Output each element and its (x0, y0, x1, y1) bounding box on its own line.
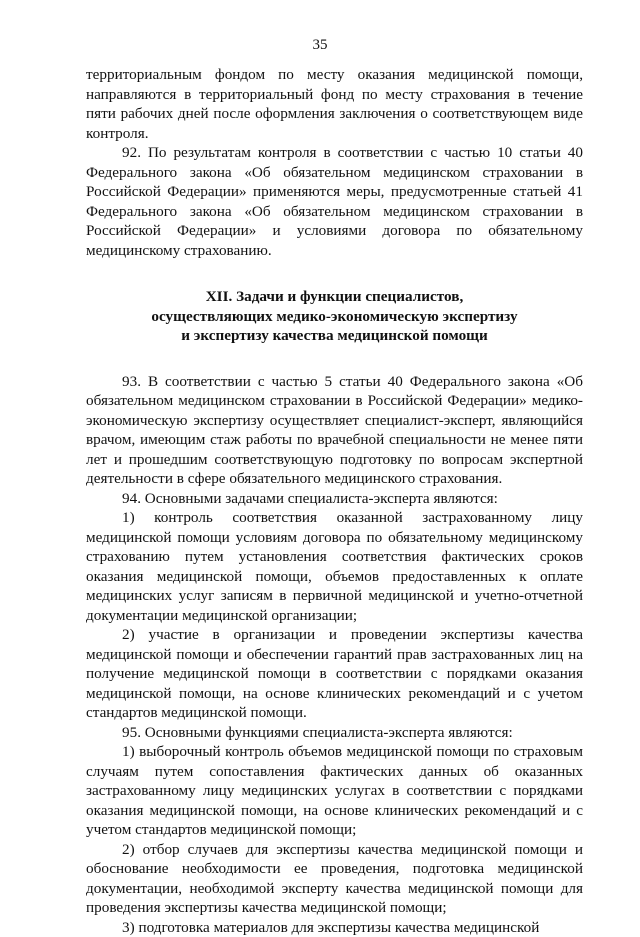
section-heading-line-3: и экспертизу качества медицинской помощи (86, 326, 583, 346)
paragraph-94-item-1: 1) контроль соответствия оказанной застрахованному лицу медицинской помощи условиям договора по обязательному медицинскому страхованию путем установления соответствия фактических сроков оказания медицинской помощи, объемов предоставленных к оплате медицинских услуг записям в первичной медицинской и учетно-отчетной документации медицинской организации; (86, 508, 583, 625)
section-heading-line-1: XII. Задачи и функции специалистов, (86, 287, 583, 307)
paragraph-95: 95. Основными функциями специалиста-эксперта являются: (86, 723, 583, 743)
page-number: 35 (0, 36, 640, 54)
paragraph-93: 93. В соответствии с частью 5 статьи 40 Федерального закона «Об обязательном медицинском страховании в Российской Федерации» медико-экономическую экспертизу осуществляет специалист-эксперт, являющийся врачом, имеющим стаж работы по врачебной специальности не менее пяти лет и прошедшим соответствующую подготовку по вопросам экспертной деятельности в сфере обязательного медицинского страхования. (86, 372, 583, 489)
paragraph-continuation: территориальным фондом по месту оказания медицинской помощи, направляются в территориальный фонд по месту страхования в течение пяти рабочих дней после оформления заключения о соответствующем виде контроля. (86, 65, 583, 143)
paragraph-94-item-2: 2) участие в организации и проведении экспертизы качества медицинской помощи и обеспечении гарантий прав застрахованных лиц на получение медицинской помощи в соответствии с порядками оказания медицинской помощи, на основе клинических рекомендаций и с учетом стандартов медицинской помощи. (86, 625, 583, 723)
section-heading-line-2: осуществляющих медико-экономическую экспертизу (86, 307, 583, 327)
paragraph-95-item-1: 1) выборочный контроль объемов медицинской помощи по страховым случаям путем сопоставления фактических данных об оказанных застрахованному лицу медицинских услугах в соответствии с порядками оказания медицинской помощи, на основе клинических рекомендаций и с учетом стандартов медицинской помощи; (86, 742, 583, 840)
paragraph-95-item-3: 3) подготовка материалов для экспертизы качества медицинской (86, 918, 583, 937)
document-body (86, 65, 583, 937)
paragraph-95-item-2: 2) отбор случаев для экспертизы качества медицинской помощи и обоснование необходимости ее проведения, подготовка медицинской документации, необходимой эксперту качества медицинской помощи для проведения экспертизы качества медицинской помощи; (86, 840, 583, 918)
paragraph-92: 92. По результатам контроля в соответствии с частью 10 статьи 40 Федерального закона «Об обязательном медицинском страховании в Российской Федерации» применяются меры, предусмотренные статьей 41 Федерального закона «Об обязательном медицинском страховании в Российской Федерации» и условиями договора по обязательному медицинскому страхованию. (86, 143, 583, 260)
section-heading (86, 287, 583, 346)
paragraph-94: 94. Основными задачами специалиста-эксперта являются: (86, 489, 583, 509)
